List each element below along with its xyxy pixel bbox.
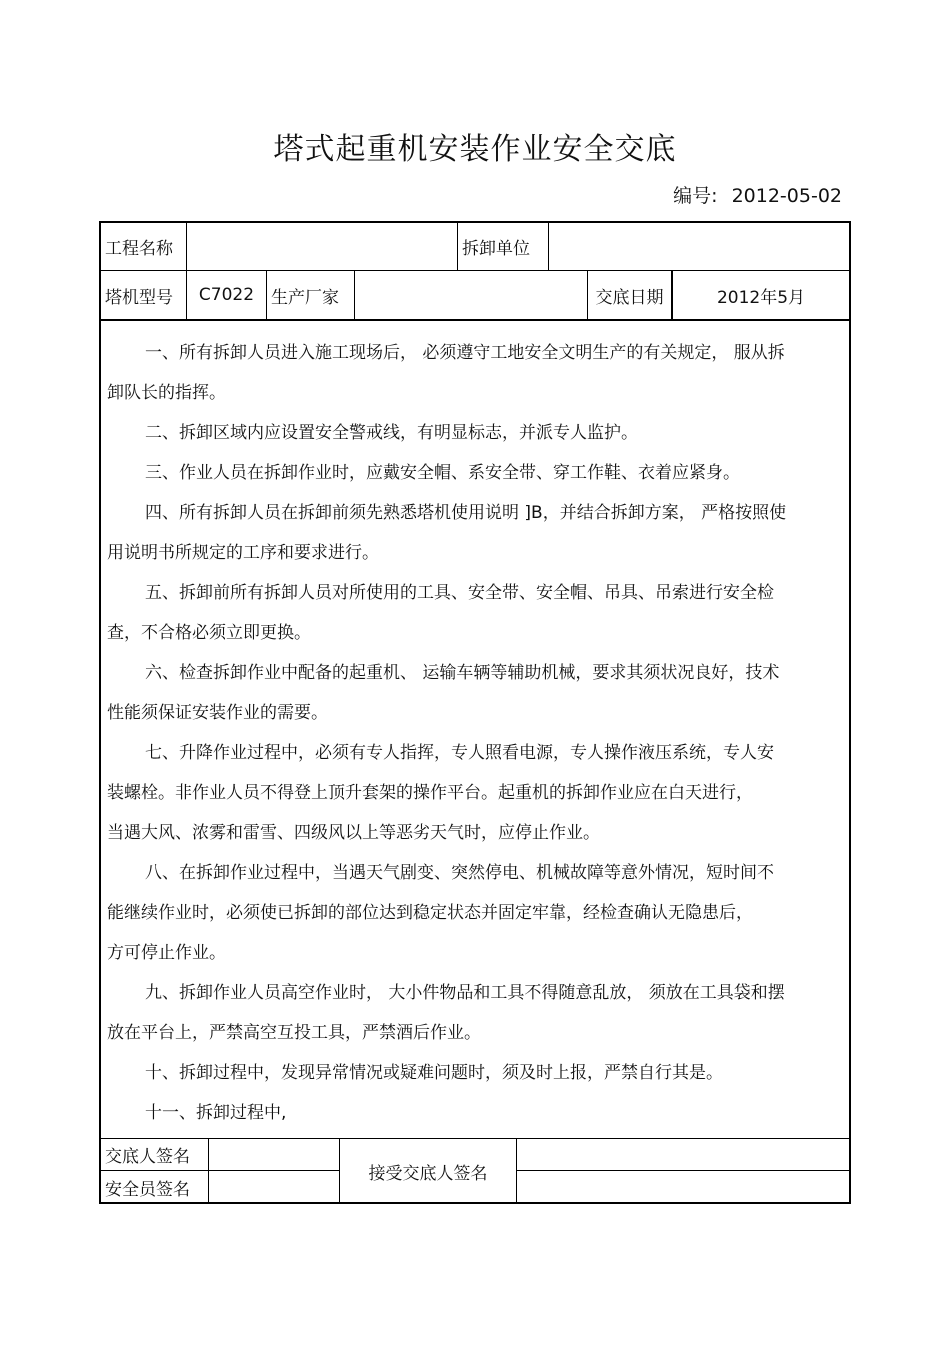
- receiver-label: 接受交底人签名: [340, 1139, 517, 1203]
- crane-model-label: 塔机型号: [101, 271, 187, 319]
- safety-rule-10: [107, 1053, 839, 1093]
- receiver-signature-field-2[interactable]: [517, 1171, 849, 1203]
- manufacturer-field[interactable]: [355, 271, 588, 319]
- safety-officer-signature-field[interactable]: [209, 1171, 340, 1203]
- rule-line: 二、拆卸区域内应设置安全警戒线，有明显标志，并派专人监护。: [145, 423, 638, 443]
- handover-form: [99, 221, 851, 1204]
- signature-section: [101, 1138, 849, 1204]
- project-name-field[interactable]: [187, 223, 458, 270]
- rule-line: 十、拆卸过程中，发现异常情况或疑难问题时，须及时上报，严禁自行其是。: [145, 1063, 723, 1083]
- safety-content: [101, 323, 849, 1140]
- rule-line: 放在平台上，严禁高空互投工具，严禁酒后作业。: [107, 1023, 481, 1043]
- rule-line: 三、作业人员在拆卸作业时，应戴安全帽、系安全带、穿工作鞋、衣着应紧身。: [145, 463, 740, 483]
- rule-line: 查，不合格必须立即更换。: [107, 623, 311, 643]
- safety-rule-11: [107, 1093, 839, 1133]
- safety-rule-7: [107, 733, 839, 853]
- receiver-signature-field-1[interactable]: [517, 1139, 849, 1171]
- safety-rule-8: [107, 853, 839, 973]
- rule-line: 六、检查拆卸作业中配备的起重机、 运输车辆等辅助机械，要求其须状况良好，技术: [145, 663, 780, 683]
- handover-person-signature-field[interactable]: [209, 1139, 340, 1171]
- rule-line: 九、拆卸作业人员高空作业时， 大小件物品和工具不得随意乱放， 须放在工具袋和摆: [145, 983, 785, 1003]
- serial-label: 编号:: [673, 185, 718, 207]
- header-row-2: [101, 271, 849, 321]
- handover-person-label: 交底人签名: [101, 1139, 209, 1171]
- serial-number: [673, 181, 842, 208]
- rule-line: 当遇大风、浓雾和雷雪、四级风以上等恶劣天气时，应停止作业。: [107, 823, 600, 843]
- safety-rule-5: [107, 573, 839, 653]
- safety-rule-9: [107, 973, 839, 1053]
- safety-officer-label: 安全员签名: [101, 1171, 209, 1203]
- rule-line: 七、升降作业过程中，必须有专人指挥，专人照看电源，专人操作液压系统，专人安: [145, 743, 774, 763]
- safety-rule-2: [107, 413, 839, 453]
- rule-line: 八、在拆卸作业过程中，当遇天气剧变、突然停电、机械故障等意外情况，短时间不: [145, 863, 774, 883]
- safety-rule-1: [107, 333, 839, 413]
- rule-line: 能继续作业时，必须使已拆卸的部位达到稳定状态并固定牢靠，经检查确认无隐患后，: [107, 903, 753, 923]
- rule-line: 一、所有拆卸人员进入施工现场后， 必须遵守工地安全文明生产的有关规定， 服从拆: [145, 343, 785, 363]
- serial-value: 2012-05-02: [731, 185, 842, 207]
- rule-line: 装螺栓。非作业人员不得登上顶升套架的操作平台。起重机的拆卸作业应在白天进行，: [107, 783, 753, 803]
- safety-rule-4: [107, 493, 839, 573]
- handover-date-label: 交底日期: [588, 271, 673, 319]
- safety-rule-6: [107, 653, 839, 733]
- rule-line: 用说明书所规定的工序和要求进行。: [107, 543, 379, 563]
- rule-line: 性能须保证安装作业的需要。: [107, 703, 328, 723]
- document-title: 塔式起重机安装作业安全交底: [273, 132, 677, 167]
- header-row-1: [101, 223, 849, 271]
- dismantle-unit-field[interactable]: [549, 223, 849, 270]
- project-name-label: 工程名称: [101, 223, 187, 270]
- handover-date-field[interactable]: 2012年5月: [716, 287, 806, 308]
- rule-line: 四、所有拆卸人员在拆卸前须先熟悉塔机使用说明 ]B，并结合拆卸方案， 严格按照使: [145, 503, 787, 523]
- rule-line: 十一、拆卸过程中,: [145, 1103, 287, 1123]
- crane-model-field[interactable]: C7022: [187, 271, 267, 319]
- manufacturer-label: 生产厂家: [267, 271, 355, 319]
- rule-line: 方可停止作业。: [107, 943, 226, 963]
- rule-line: 卸队长的指挥。: [107, 383, 226, 403]
- rule-line: 五、拆卸前所有拆卸人员对所使用的工具、安全带、安全帽、吊具、吊索进行安全检: [145, 583, 774, 603]
- safety-rule-3: [107, 453, 839, 493]
- dismantle-unit-label: 拆卸单位: [458, 223, 549, 270]
